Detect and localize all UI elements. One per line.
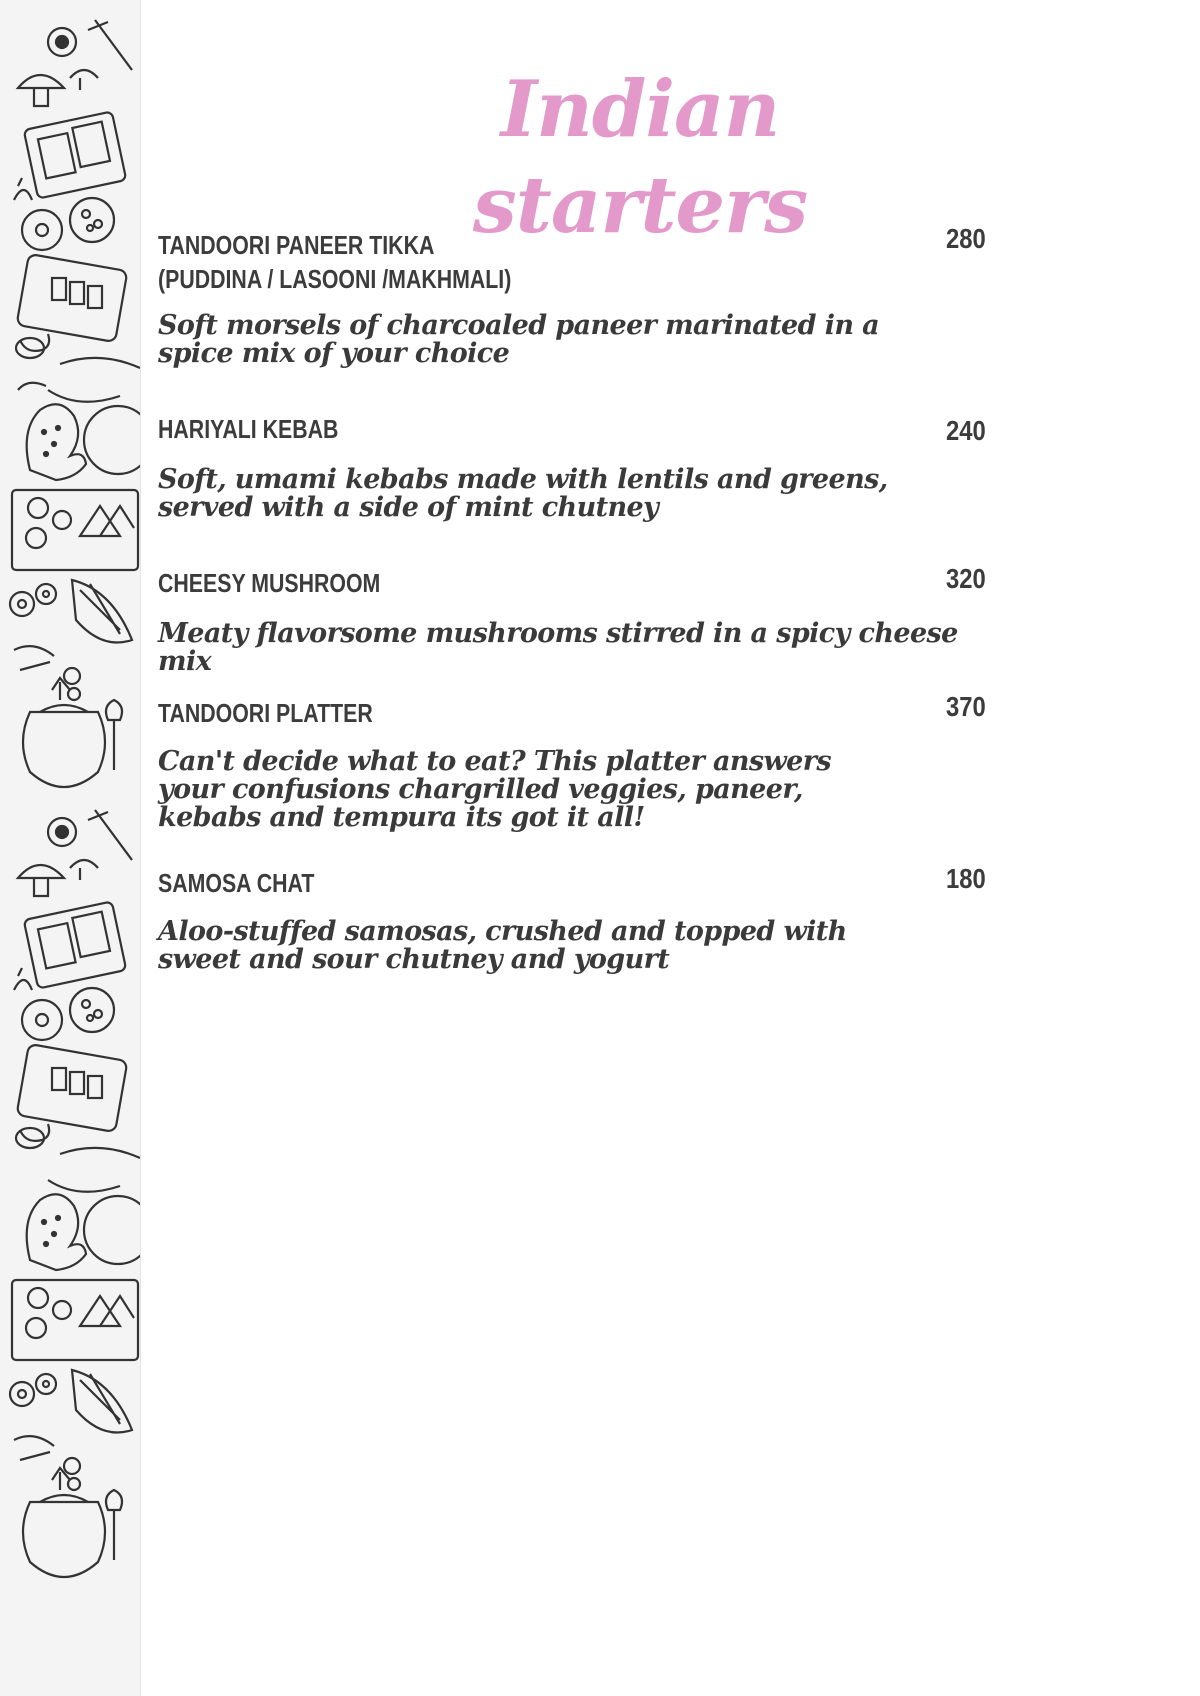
illustration-block-bottom	[10, 810, 140, 1577]
menu-item-price: 370	[946, 691, 986, 722]
menu-item-name	[158, 696, 683, 730]
menu-item	[158, 563, 998, 677]
spoon-icon	[88, 20, 132, 70]
menu-item-name-line: CHEESY MUSHROOM	[158, 568, 381, 598]
baking-tray-icon	[24, 111, 127, 198]
menu-item	[158, 223, 998, 369]
pot-icon	[23, 712, 105, 787]
donut-icon	[10, 592, 34, 616]
menu-item-description: Meaty flavorsome mushrooms stirred in a spicy cheese mix	[158, 618, 958, 677]
menu-item-price: 180	[946, 863, 986, 894]
menu-item-name-line: SAMOSA CHAT	[158, 868, 315, 898]
food-illustration-sidebar	[0, 0, 141, 1696]
menu-item-name	[158, 866, 683, 900]
plate-icon	[22, 210, 62, 250]
menu-item	[158, 863, 998, 975]
menu-item-description: Can't decide what to eat? This platter answers your confusions chargrilled veggies, paneer, kebabs and tempura its got it all!	[158, 746, 831, 833]
menu-item-price: 280	[946, 223, 986, 254]
menu-item-name	[158, 566, 683, 600]
menu-item-name-line: TANDOORI PLATTER	[158, 698, 373, 728]
menu-item-name-line: TANDOORI PANEER TIKKA	[158, 230, 435, 260]
menu-item-description: Soft, umami kebabs made with lentils and greens, served with a side of mint chutney	[158, 464, 888, 523]
illustration-block-top	[10, 20, 140, 787]
mushroom-icon	[18, 75, 64, 106]
menu-item-price: 320	[946, 563, 986, 594]
menu-item-description: Soft morsels of charcoaled paneer marinated in a spice mix of your choice	[158, 310, 880, 369]
menu-item-name	[158, 412, 683, 446]
menu-item-name-line: (PUDDINA / LASOONI /MAKHMALI)	[158, 264, 512, 294]
menu-item-price: 240	[946, 415, 986, 446]
menu-item-name	[158, 228, 683, 296]
menu-item	[158, 412, 998, 522]
page-title: Indian starters	[472, 64, 808, 251]
menu-item-description: Aloo-stuffed samosas, crushed and topped with sweet and sour chutney and yogurt	[158, 916, 847, 975]
menu-item	[158, 691, 998, 833]
menu-item-name-line: HARIYALI KEBAB	[158, 414, 339, 444]
